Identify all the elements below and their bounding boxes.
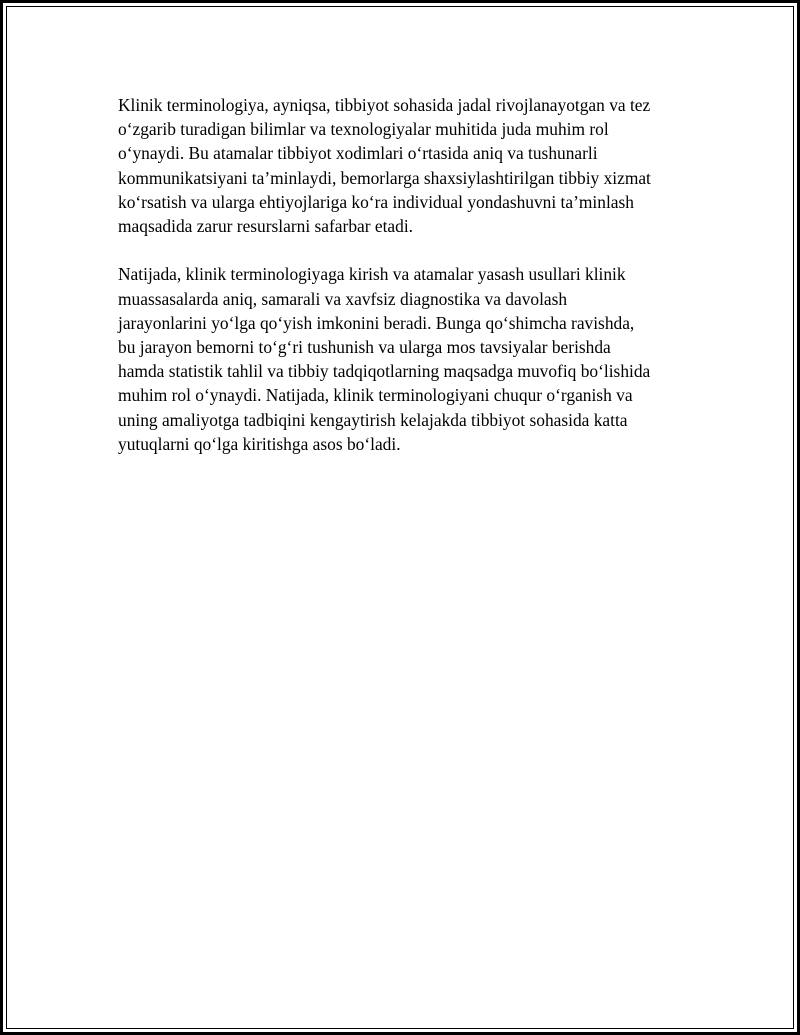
paragraph-1 <box>118 93 688 238</box>
document-body <box>118 93 688 456</box>
text-line: ko‘rsatish va ularga ehtiyojlariga ko‘ra individual yondashuvni ta’minlash <box>118 191 634 212</box>
paragraph-2 <box>118 262 688 456</box>
text-line: hamda statistik tahlil va tibbiy tadqiqotlarning maqsadga muvofiq bo‘lishida <box>118 361 651 382</box>
text-line: Klinik terminologiya, ayniqsa, tibbiyot sohasida jadal rivojlanayotgan va tez <box>118 95 651 115</box>
text-line: muassasalarda aniq, samarali va xavfsiz diagnostika va davolash <box>118 288 568 309</box>
text-line: uning amaliyotga tadbiqini kengaytirish kelajakda tibbiyot sohasida katta <box>118 409 628 430</box>
text-line: kommunikatsiyani ta’minlaydi, bemorlarga shaxsiylashtirilgan tibbiy xizmat <box>118 167 651 188</box>
text-line: o‘zgarib turadigan bilimlar va texnologiyalar muhitida juda muhim rol <box>118 119 609 140</box>
text-line: yutuqlarni qo‘lga kiritishga asos bo‘ladi. <box>118 433 401 454</box>
text-line: Natijada, klinik terminologiyaga kirish va atamalar yasash usullari klinik <box>118 264 626 285</box>
text-line: maqsadida zarur resurslarni safarbar etadi. <box>118 216 414 237</box>
text-line: bu jarayon bemorni to‘g‘ri tushunish va ularga mos tavsiyalar berishda <box>118 337 611 358</box>
text-line: jarayonlarini yo‘lga qo‘yish imkonini beradi. Bunga qo‘shimcha ravishda, <box>118 312 635 333</box>
text-line: muhim rol o‘ynaydi. Natijada, klinik terminologiyani chuqur o‘rganish va <box>118 385 633 406</box>
text-line: o‘ynaydi. Bu atamalar tibbiyot xodimlari o‘rtasida aniq va tushunarli <box>118 143 598 164</box>
